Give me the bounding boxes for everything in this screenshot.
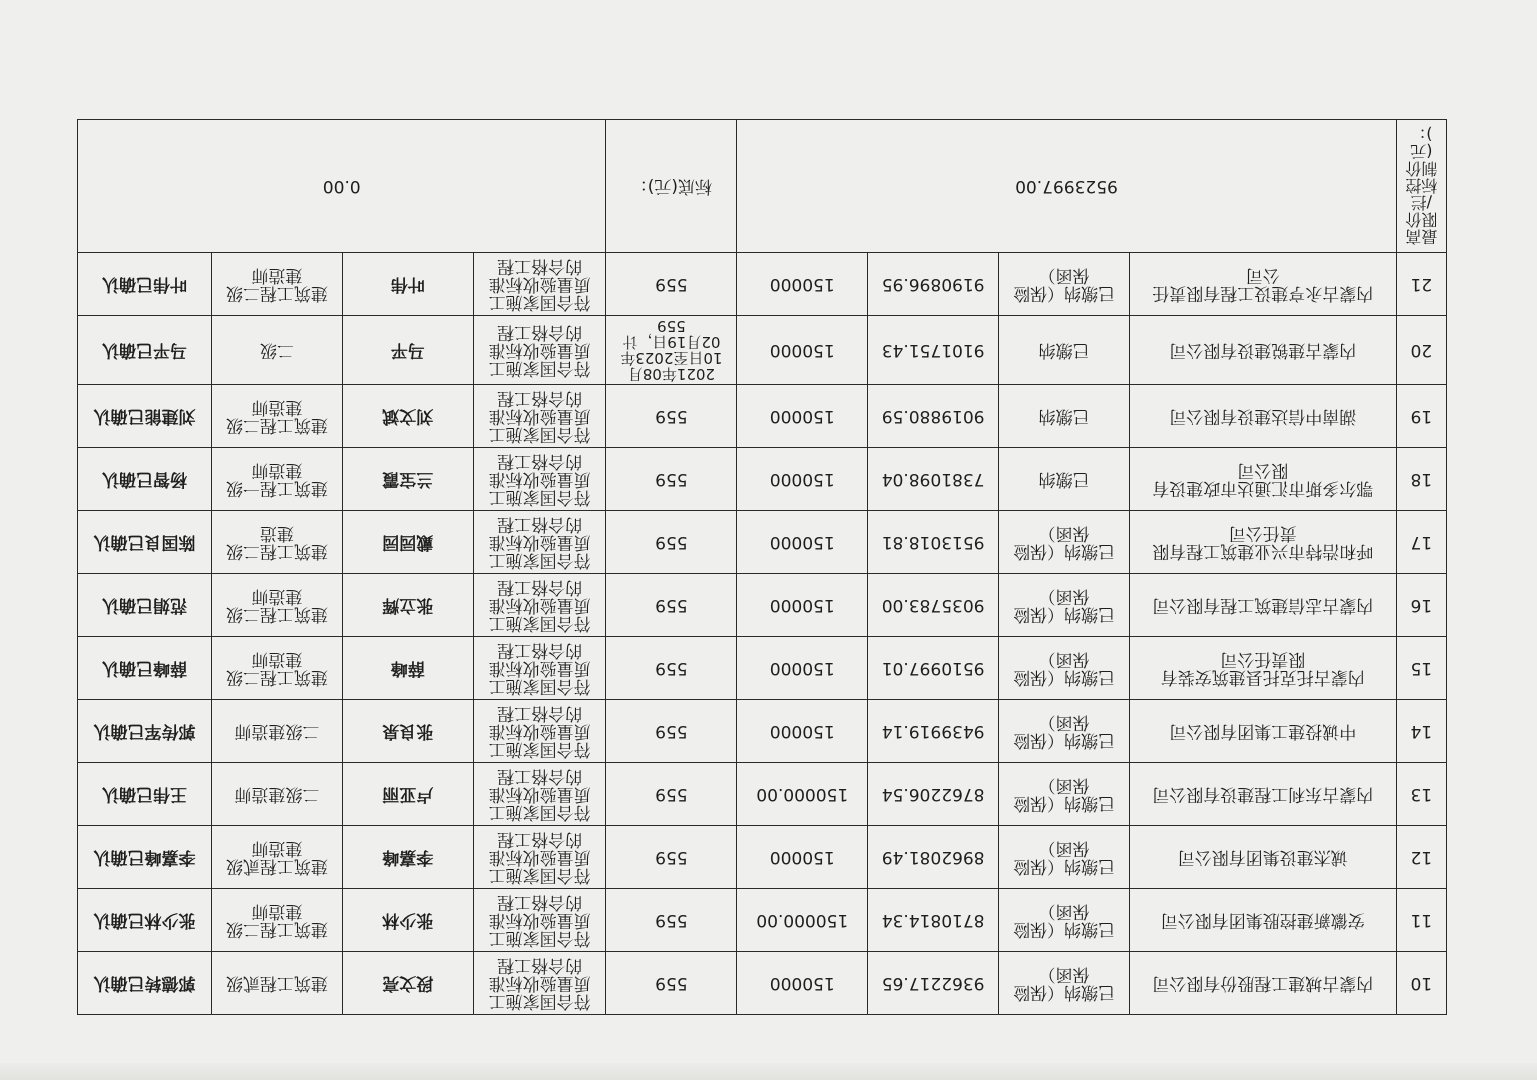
deposit-payment-status: 已缴纳（保险 保函） (999, 826, 1130, 889)
construction-duration: 559 (606, 511, 737, 574)
confirmation-signature: 范娟已确认 (78, 574, 212, 637)
row-number: 21 (1396, 253, 1446, 316)
quality-standard: 符合国家施工 质量验收标准 的合格工程 (473, 253, 606, 316)
deposit-payment-status: 已缴纳 (999, 385, 1130, 448)
confirmation-signature: 王伟已确认 (78, 763, 212, 826)
project-manager: 刘文斌 (342, 385, 473, 448)
manager-qualification: 建筑工程二级 建造师 (211, 637, 342, 700)
construction-duration: 559 (606, 700, 737, 763)
confirmation-signature: 陈国良已确认 (78, 511, 212, 574)
deposit-payment-status: 已缴纳（保险 保函） (999, 574, 1130, 637)
bid-price: 9035783.00 (868, 574, 999, 637)
cap-price-label: 最高 限价 /拦 标控 制价 (元 )： (1396, 120, 1446, 253)
manager-qualification: 建筑工程二级 建造师 (211, 385, 342, 448)
bid-price: 7381098.04 (868, 448, 999, 511)
bidder-company: 中诚投建工集团有限公司 (1129, 700, 1396, 763)
manager-qualification: 建筑工程二级 建造 (211, 511, 342, 574)
row-number: 10 (1396, 952, 1446, 1015)
bid-price: 8962081.49 (868, 826, 999, 889)
table-row (78, 385, 1447, 448)
confirmation-signature: 叶伟已确认 (78, 253, 212, 316)
bidder-company: 湖南中信达建设有限公司 (1129, 385, 1396, 448)
confirmation-signature: 张少林已确认 (78, 889, 212, 952)
project-manager: 戴园园 (342, 511, 473, 574)
bid-price: 9439919.14 (868, 700, 999, 763)
project-manager: 张立辉 (342, 574, 473, 637)
deposit-amount: 150000 (737, 448, 868, 511)
confirmation-signature: 郭传军已确认 (78, 700, 212, 763)
deposit-amount: 150000 (737, 511, 868, 574)
construction-duration: 2021年08月 10日至2023年 02月19日，计 559 (606, 316, 737, 385)
quality-standard: 符合国家施工 质量验收标准 的合格工程 (473, 889, 606, 952)
manager-qualification: 二级建造师 (211, 763, 342, 826)
confirmation-signature: 杨智已确认 (78, 448, 212, 511)
quality-standard: 符合国家施工 质量验收标准 的合格工程 (473, 826, 606, 889)
cap-price-value: 9523997.00 (737, 120, 1396, 253)
confirmation-signature: 刘建能已确认 (78, 385, 212, 448)
manager-qualification: 建筑工程二级 建造师 (211, 574, 342, 637)
row-number: 15 (1396, 637, 1446, 700)
deposit-payment-status: 已缴纳（保险 保函） (999, 511, 1130, 574)
construction-duration: 559 (606, 637, 737, 700)
table-row (78, 637, 1447, 700)
quality-standard: 符合国家施工 质量验收标准 的合格工程 (473, 763, 606, 826)
quality-standard: 符合国家施工 质量验收标准 的合格工程 (473, 385, 606, 448)
manager-qualification: 建筑工程一级 建造师 (211, 448, 342, 511)
deposit-payment-status: 已缴纳（保险 保函） (999, 253, 1130, 316)
deposit-payment-status: 已缴纳 (999, 448, 1130, 511)
construction-duration: 559 (606, 952, 737, 1015)
row-number: 11 (1396, 889, 1446, 952)
quality-standard: 符合国家施工 质量验收标准 的合格工程 (473, 700, 606, 763)
bidder-company: 内蒙古永亨建设工程有限责任 公司 (1129, 253, 1396, 316)
bidder-company: 内蒙古志信建筑工程有限公司 (1129, 574, 1396, 637)
deposit-amount: 150000 (737, 826, 868, 889)
table-row (78, 574, 1447, 637)
bidder-company: 内蒙古托克托县建筑安装有 限责任公司 (1129, 637, 1396, 700)
table-row (78, 826, 1447, 889)
row-number: 16 (1396, 574, 1446, 637)
project-manager: 兰宝霞 (342, 448, 473, 511)
bid-price: 9510997.01 (868, 637, 999, 700)
bid-price: 9190896.95 (868, 253, 999, 316)
floor-price-value: 0.00 (78, 120, 606, 253)
bidder-company: 安徽新建控股集团有限公司 (1129, 889, 1396, 952)
quality-standard: 符合国家施工 质量验收标准 的合格工程 (473, 637, 606, 700)
page-edge (0, 1063, 1537, 1080)
bid-price: 9513018.81 (868, 511, 999, 574)
table-row (78, 952, 1447, 1015)
bidder-company: 内蒙古城建工程股份有限公司 (1129, 952, 1396, 1015)
deposit-amount: 150000 (737, 385, 868, 448)
deposit-amount: 150000 (737, 316, 868, 385)
deposit-payment-status: 已缴纳（保险 保函） (999, 700, 1130, 763)
construction-duration: 559 (606, 889, 737, 952)
floor-price-label: 标底(元)： (606, 120, 737, 253)
project-manager: 薛峰 (342, 637, 473, 700)
table-row (78, 511, 1447, 574)
table-row (78, 316, 1447, 385)
deposit-payment-status: 已缴纳 (999, 316, 1130, 385)
manager-qualification: 建筑工程二级 建造师 (211, 253, 342, 316)
row-number: 17 (1396, 511, 1446, 574)
construction-duration: 559 (606, 763, 737, 826)
manager-qualification: 建筑工程贰级 建造师 (211, 826, 342, 889)
deposit-amount: 150000.00 (737, 763, 868, 826)
bid-price: 8710814.34 (868, 889, 999, 952)
row-number: 12 (1396, 826, 1446, 889)
manager-qualification: 建筑工程二级 建造师 (211, 889, 342, 952)
confirmation-signature: 薛峰已确认 (78, 637, 212, 700)
table-body (78, 253, 1447, 1015)
project-manager: 卢亚丽 (342, 763, 473, 826)
row-number: 18 (1396, 448, 1446, 511)
table-row (78, 253, 1447, 316)
manager-qualification: 二级建造师 (211, 700, 342, 763)
bidder-company: 鄂尔多斯市汇通达市政建设有 限公司 (1129, 448, 1396, 511)
manager-qualification: 二级 (211, 316, 342, 385)
deposit-payment-status: 已缴纳（保险 保函） (999, 952, 1130, 1015)
deposit-amount: 150000 (737, 700, 868, 763)
table-row (78, 700, 1447, 763)
row-number: 13 (1396, 763, 1446, 826)
confirmation-signature: 马平已确认 (78, 316, 212, 385)
deposit-amount: 150000.00 (737, 889, 868, 952)
row-number: 19 (1396, 385, 1446, 448)
project-manager: 李嘉峰 (342, 826, 473, 889)
price-summary-row (78, 120, 1447, 253)
deposit-payment-status: 已缴纳（保险 保函） (999, 637, 1130, 700)
construction-duration: 559 (606, 826, 737, 889)
construction-duration: 559 (606, 448, 737, 511)
bid-price: 9101751.43 (868, 316, 999, 385)
bid-results-table (77, 119, 1447, 1015)
project-manager: 张良泉 (342, 700, 473, 763)
deposit-amount: 150000 (737, 637, 868, 700)
project-manager: 叶伟 (342, 253, 473, 316)
deposit-amount: 150000 (737, 574, 868, 637)
deposit-payment-status: 已缴纳（保险 保函） (999, 889, 1130, 952)
row-number: 20 (1396, 316, 1446, 385)
manager-qualification: 建筑工程贰级 (211, 952, 342, 1015)
confirmation-signature: 李嘉峰已确认 (78, 826, 212, 889)
table-row (78, 889, 1447, 952)
deposit-amount: 150000 (737, 253, 868, 316)
construction-duration: 559 (606, 574, 737, 637)
table-row (78, 763, 1447, 826)
row-number: 14 (1396, 700, 1446, 763)
bidder-company: 内蒙古建锐建设有限公司 (1129, 316, 1396, 385)
project-manager: 段文亮 (342, 952, 473, 1015)
construction-duration: 559 (606, 385, 737, 448)
bid-price: 9019880.59 (868, 385, 999, 448)
bidder-company: 呼和浩特市兴业建筑工程有限 责任公司 (1129, 511, 1396, 574)
bid-price: 9362217.65 (868, 952, 999, 1015)
quality-standard: 符合国家施工 质量验收标准 的合格工程 (473, 574, 606, 637)
construction-duration: 559 (606, 253, 737, 316)
quality-standard: 符合国家施工 质量验收标准 的合格工程 (473, 511, 606, 574)
confirmation-signature: 郭德转已确认 (78, 952, 212, 1015)
quality-standard: 符合国家施工 质量验收标准 的合格工程 (473, 448, 606, 511)
bid-price: 8762206.54 (868, 763, 999, 826)
deposit-amount: 150000 (737, 952, 868, 1015)
quality-standard: 符合国家施工 质量验收标准 的合格工程 (473, 952, 606, 1015)
deposit-payment-status: 已缴纳（保险 保函） (999, 763, 1130, 826)
bidder-company: 内蒙古东利工程建设有限公司 (1129, 763, 1396, 826)
project-manager: 马平 (342, 316, 473, 385)
quality-standard: 符合国家施工 质量验收标准 的合格工程 (473, 316, 606, 385)
project-manager: 张少林 (342, 889, 473, 952)
table-row (78, 448, 1447, 511)
bidder-company: 诚杰建设集团有限公司 (1129, 826, 1396, 889)
